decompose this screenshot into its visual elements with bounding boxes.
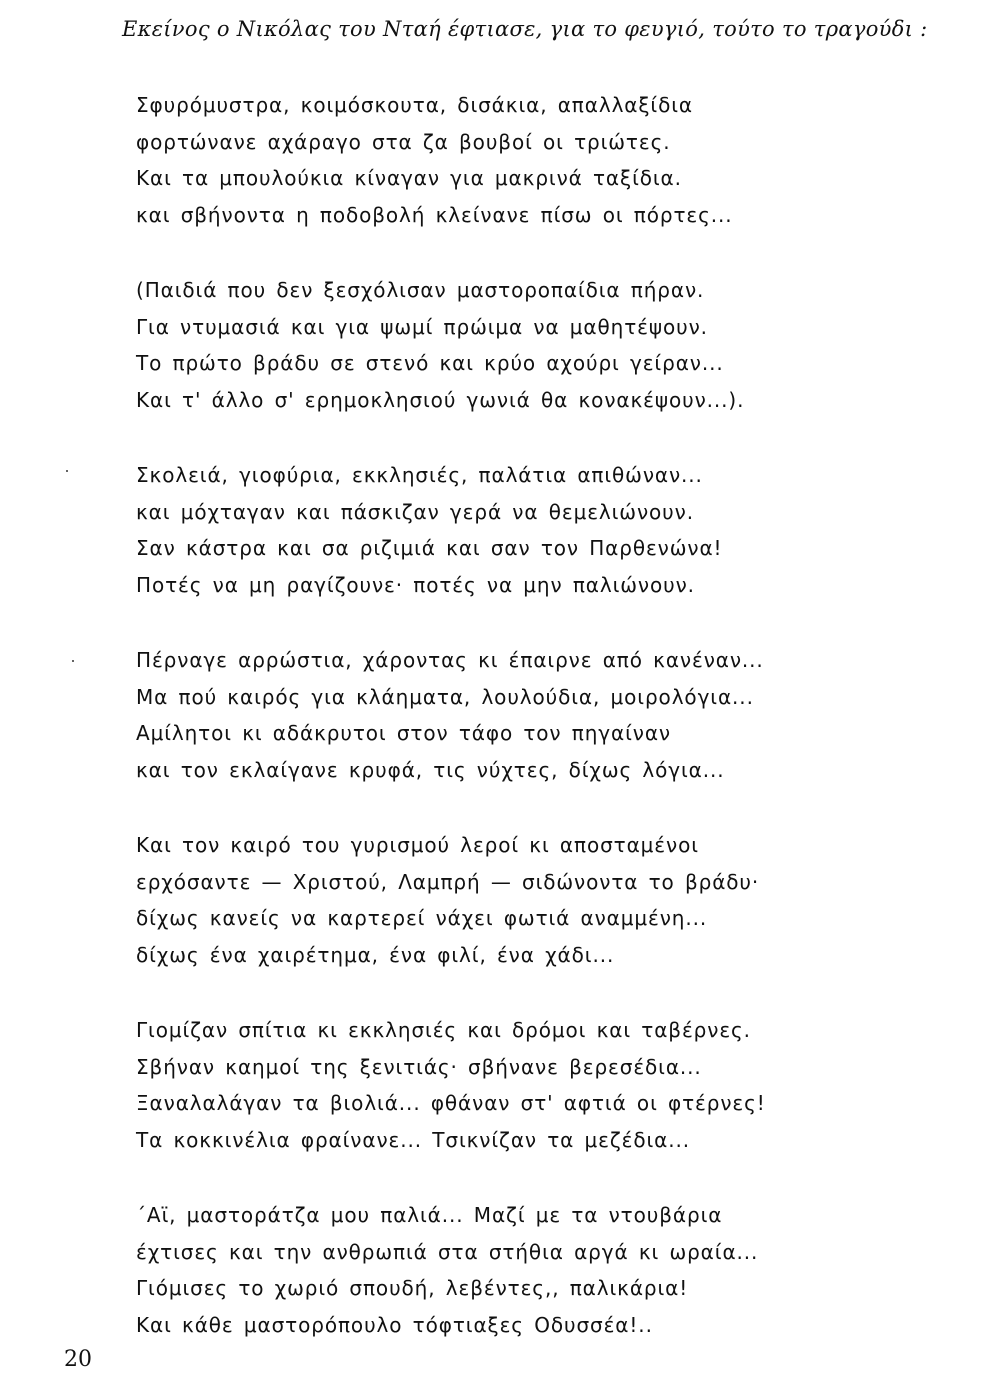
poem-line: Το πρώτο βράδυ σε στενό και κρύο αχούρι γείραν... — [136, 351, 724, 375]
poem-line: και τον εκλαίγανε κρυφά, τις νύχτες, δίχως λόγια... — [136, 757, 725, 782]
poem-line: ΄Αϊ, μαστοράτζα μου παλιά... Μαζί με τα ντουβάρια — [136, 1203, 723, 1227]
poem-line: και μόχταγαν και πάσκιζαν γερά να θεμελιώνουν. — [136, 499, 694, 524]
poem-line: Γιόμισες το χωριό σπουδή, λεβέντες,, παλικάρια! — [136, 1276, 689, 1300]
stanza-6 — [136, 1012, 936, 1158]
poem-line: ερχόσαντε — Χριστού, Λαμπρή — σιδώνοντα το βράδυ· — [136, 869, 760, 894]
poem-line: Και τ' άλλο σ' ερημοκλησιού γωνιά θα κονακέψουν...). — [136, 387, 745, 412]
stanza-4 — [136, 642, 936, 788]
scan-speck — [66, 470, 68, 472]
poem — [136, 87, 936, 1382]
poem-line: φορτώνανε αχάραγο στα ζα βουβοί οι τριώτες. — [136, 129, 671, 154]
poem-line: δίχως ένα χαιρέτημα, ένα φιλί, ένα χάδι... — [136, 942, 615, 967]
poem-line: Ποτές να μη ραγίζουνε· ποτές να μην παλιώνουν. — [136, 572, 695, 597]
poem-line: Τα κοκκινέλια φραίνανε... Τσικνίζαν τα μεζέδια... — [136, 1127, 691, 1152]
poem-line: Σκολειά, γιοφύρια, εκκλησιές, παλάτια απιθώναν... — [136, 463, 703, 487]
stanza-2 — [136, 272, 936, 418]
poem-line: Γιομίζαν σπίτια κι εκκλησιές και δρόμοι και ταβέρνες. — [136, 1018, 751, 1042]
poem-line: δίχως κανείς να καρτερεί νάχει φωτιά αναμμένη... — [136, 906, 708, 930]
poem-line: Αμίλητοι κι αδάκρυτοι στον τάφο τον πηγαίναν — [136, 721, 671, 745]
poem-line: Και τα μπουλούκια κίναγαν για μακρινά ταξίδια. — [136, 166, 682, 190]
stanza-1 — [136, 87, 936, 233]
poem-line: και σβήνοντα η ποδοβολή κλείνανε πίσω οι πόρτες... — [136, 202, 733, 227]
poem-line: Ξαναλαλάγαν τα βιολιά... φθάναν στ' αφτιά οι φτέρνες! — [136, 1091, 766, 1115]
poem-line: (Παιδιά που δεν ξεσχόλισαν μαστοροπαίδια πήραν. — [136, 278, 705, 302]
poem-line: Σφυρόμυστρα, κοιμόσκουτα, δισάκια, απαλλαξίδια — [136, 93, 693, 117]
poem-line: Σβήναν καημοί της ξενιτιάς· σβήνανε βερεσέδια... — [136, 1054, 702, 1079]
stanza-5 — [136, 827, 936, 973]
page-number: 20 — [64, 1347, 92, 1372]
scan-speck — [72, 660, 74, 662]
poem-line: Και κάθε μαστορόπουλο τόφτιαξες Οδυσσέα!.. — [136, 1312, 653, 1337]
poem-line: Πέρναγε αρρώστια, χάροντας κι έπαιρνε από κανέναν... — [136, 648, 764, 672]
poem-line: Μα πού καιρός για κλάηματα, λουλούδια, μοιρολόγια... — [136, 684, 754, 709]
intro-paragraph: Εκείνος ο Νικόλας του Νταή έφτιασε, για το φευγιό, τούτο το τραγούδι : — [122, 17, 928, 41]
poem-line: Και τον καιρό του γυρισμού λεροί κι αποσταμένοι — [136, 833, 699, 857]
poem-line: Σαν κάστρα και σα ριζιμιά και σαν τον Παρθενώνα! — [136, 536, 723, 560]
stanza-7 — [136, 1197, 936, 1343]
poem-line: Για ντυμασιά και για ψωμί πρώιμα να μαθητέψουν. — [136, 314, 708, 339]
poem-line: έχτισες και την ανθρωπιά στα στήθια αργά κι ωραία... — [136, 1239, 759, 1264]
stanza-3 — [136, 457, 936, 603]
